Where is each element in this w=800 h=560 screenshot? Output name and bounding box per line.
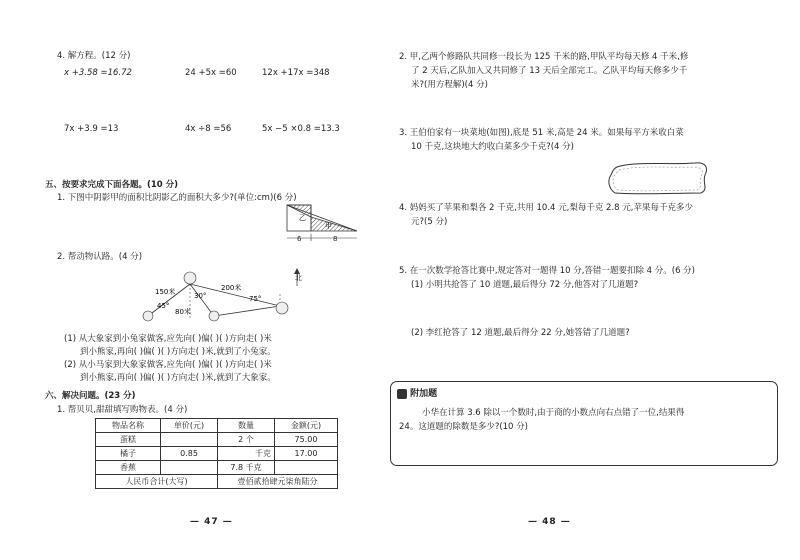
equation-6: 5x −5 ×0.8 =13.3: [262, 124, 340, 134]
distance-150: 150米: [155, 288, 176, 296]
north-label: 北: [295, 274, 302, 282]
table-cell: [275, 461, 338, 475]
header-cell: 金额(元): [275, 419, 338, 433]
shaded-region-jia: [311, 217, 357, 231]
angle-30: 30°: [194, 292, 207, 300]
label-6: 6: [297, 235, 302, 243]
r-question-5-sub-2: (2) 李红抢答了 12 道题,最后得分 22 分,她答错了几道题?: [411, 328, 630, 338]
distance-200: 200米: [221, 284, 242, 292]
header-cell: 物品名称: [96, 419, 161, 433]
label-jia: 甲: [325, 222, 332, 230]
bear-house-icon: [184, 272, 196, 284]
page-number-right: — 48 —: [528, 517, 571, 527]
table-cell: 香蕉: [96, 461, 161, 475]
vegetable-field-figure: [605, 159, 715, 199]
table-row: [96, 447, 338, 461]
r-question-5-line-1: 5. 在一次数学抢答比赛中,规定答对一题得 10 分,答错一题要扣除 4 分。(6 分): [399, 266, 695, 276]
route-line-1: (1) 从大象家到小兔家做客,应先向( )偏( )( )方向走( )米: [64, 334, 272, 344]
equation-4: 7x +3.9 =13: [64, 124, 119, 134]
r-question-2-line-2: 了 2 天后,乙队加入又共同修了 13 天后全部完工。乙队平均每天修多少千: [411, 66, 688, 76]
table-row: [96, 461, 338, 475]
route-line-4: 到小熊家,再向( )偏( )( )方向走( )米,就到了大象家。: [80, 373, 276, 383]
table-total-row: [96, 475, 338, 489]
appendix-header: [397, 386, 437, 399]
table-header-row: [96, 419, 338, 433]
table-cell: 7.8 千克: [218, 461, 275, 475]
appendix-line-1: 小华在计算 3.6 除以一个数时,由于商的小数点向右点错了一位,结果得: [422, 408, 685, 418]
r-question-5-sub-1: (1) 小明共抢答了 10 道题,最后得分 72 分,他答对了几道题?: [411, 280, 639, 290]
pencil-icon: [397, 389, 407, 399]
r-question-3-line-1: 3. 王伯伯家有一块菜地(如图),底是 51 米,高是 24 米。如果每平方米收白菜: [399, 128, 684, 138]
section-6-question-1: 1. 帮贝贝,甜甜填写购物表。(4 分): [57, 405, 188, 415]
angle-75: 75°: [249, 295, 262, 303]
page-number-left: — 47 —: [190, 517, 233, 527]
r-question-3-line-2: 10 千克,这块地大约收白菜多少千克?(4 分): [411, 142, 574, 152]
distance-80: 80米: [175, 308, 191, 316]
header-cell: 数量: [218, 419, 275, 433]
table-cell: [161, 461, 218, 475]
rabbit-house-icon: [143, 311, 153, 321]
equation-2: 24 +5x =60: [185, 68, 237, 78]
label-8: 8: [333, 235, 338, 243]
section-5-question-1: 1. 下图中阴影甲的面积比阴影乙的面积大多少?(单位:cm)(6 分): [57, 193, 297, 203]
section-6-heading: 六、解决问题。(23 分): [45, 391, 136, 401]
table-row: [96, 433, 338, 447]
equation-3: 12x +17x =348: [262, 68, 330, 78]
table-cell: 17.00: [275, 447, 338, 461]
route-line-3: (2) 从小马家到大象家做客,应先向( )偏( )( )方向走( )米: [64, 360, 272, 370]
equation-5: 4x ÷8 =56: [185, 124, 232, 134]
elephant-house-icon: [276, 302, 288, 314]
r-question-2-line-1: 2. 甲,乙两个修路队共同修一段长为 125 千米的路,甲队平均每天修 4 千米,修: [399, 52, 689, 62]
question-4-heading: 4. 解方程。(12 分): [57, 51, 131, 61]
r-question-4-line-1: 4. 妈妈买了苹果和梨各 2 千克,共用 10.4 元,梨每千克 2.8 元,苹果每千克多少: [399, 203, 693, 213]
table-cell: 橘子: [96, 447, 161, 461]
r-question-2-line-3: 米?(用方程解)(4 分): [411, 80, 488, 90]
angle-45: 45°: [157, 302, 170, 310]
label-yi: 乙: [299, 214, 306, 222]
animal-route-map: [135, 264, 315, 329]
total-label: 人民币合计(大写): [96, 475, 218, 489]
section-5-question-2: 2. 帮动物认路。(4 分): [57, 252, 143, 262]
route-line-2: 到小熊家,再向( )偏( )( )方向走( )米,就到了小兔家。: [80, 347, 276, 357]
table-cell: 千克: [218, 447, 275, 461]
total-value: 壹佰贰拾肆元柒角陆分: [218, 475, 338, 489]
equation-1: x +3.58 =16.72: [64, 68, 132, 78]
appendix-title: 附加题: [410, 389, 438, 399]
table-cell: 75.00: [275, 433, 338, 447]
shaded-area-figure: [285, 203, 375, 243]
table-cell: 2 个: [218, 433, 275, 447]
table-cell: [161, 433, 218, 447]
appendix-line-2: 24。这道题的除数是多少?(10 分): [399, 422, 528, 432]
r-question-4-line-2: 元?(5 分): [411, 217, 448, 227]
header-cell: 单价(元): [161, 419, 218, 433]
table-cell: 蛋糕: [96, 433, 161, 447]
table-cell: 0.85: [161, 447, 218, 461]
section-5-heading: 五、按要求完成下面各题。(10 分): [45, 180, 179, 190]
horse-house-icon: [209, 311, 219, 321]
shopping-table: [95, 418, 338, 489]
